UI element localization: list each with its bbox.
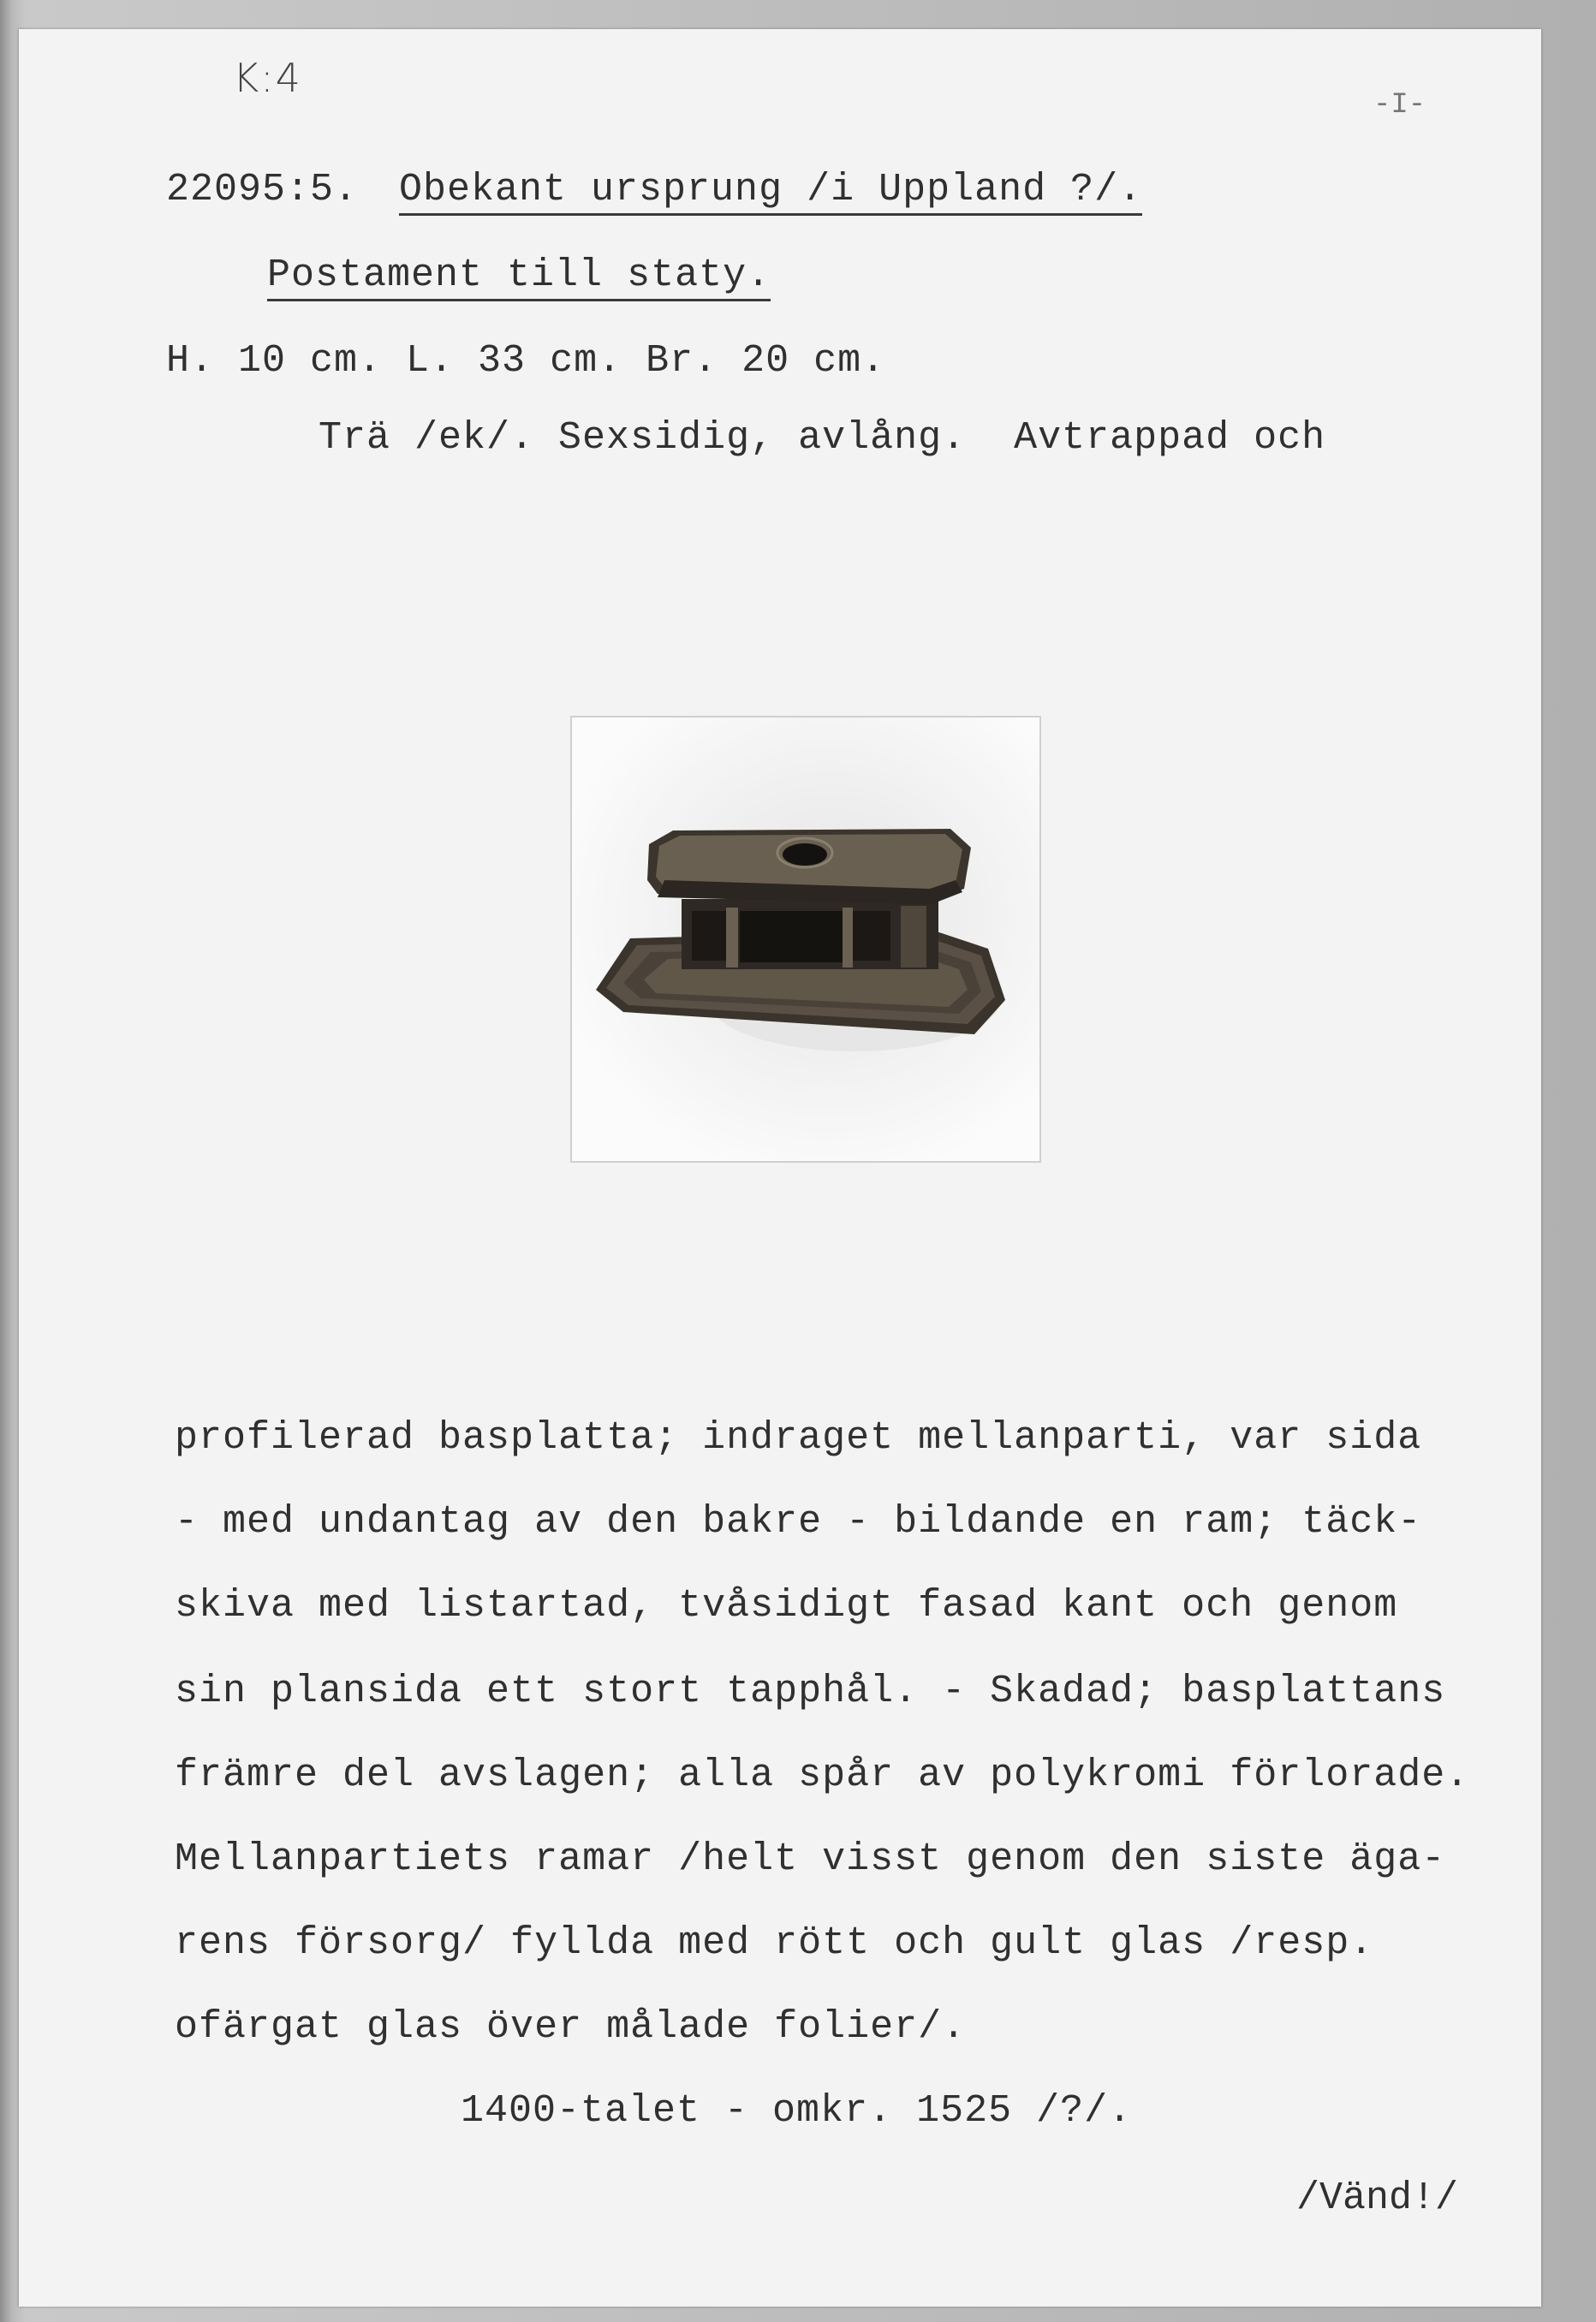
handwritten-reference: K:4	[233, 55, 302, 101]
description-line-1: profilerad basplatta; indraget mellanparti, var sida	[175, 1416, 1422, 1460]
description-line-6: Mellanpartiets ramar /helt visst genom den siste äga-	[175, 1837, 1446, 1881]
dimensions-line: H. 10 cm. L. 33 cm. Br. 20 cm.	[166, 339, 886, 383]
page-number: -I-	[1373, 89, 1426, 122]
object-photograph	[570, 716, 1041, 1163]
object-title: Postament till staty.	[267, 253, 771, 301]
description-line-3: skiva med listartad, tvåsidigt fasad kant och genom	[175, 1584, 1398, 1628]
catalog-card	[19, 29, 1541, 2307]
turn-over-note: /Vänd!/	[1296, 2176, 1459, 2220]
dating-line: 1400-talet - omkr. 1525 /?/.	[461, 2089, 1133, 2133]
material-line: Trä /ek/. Sexsidig, avlång. Avtrappad och	[319, 416, 1326, 460]
origin-line	[399, 168, 1142, 211]
description-line-7: rens försorg/ fyllda med rött och gult glas /resp.	[175, 1921, 1374, 1965]
description-line-8: ofärgat glas över målade folier/.	[175, 2005, 967, 2049]
description-line-5: främre del avslagen; alla spår av polykromi förlorade.	[175, 1753, 1470, 1797]
catalog-number: 22095:5.	[166, 168, 359, 211]
description-line-4: sin plansida ett stort tapphål. - Skadad; basplattans	[175, 1670, 1446, 1713]
photograph-of-wooden-pedestal	[572, 717, 1039, 1161]
description-line-2: - med undantag av den bakre - bildande en ram; täck-	[175, 1500, 1422, 1544]
origin-text: Obekant ursprung /i Uppland ?/.	[399, 168, 1142, 216]
object-title-line	[267, 253, 771, 297]
